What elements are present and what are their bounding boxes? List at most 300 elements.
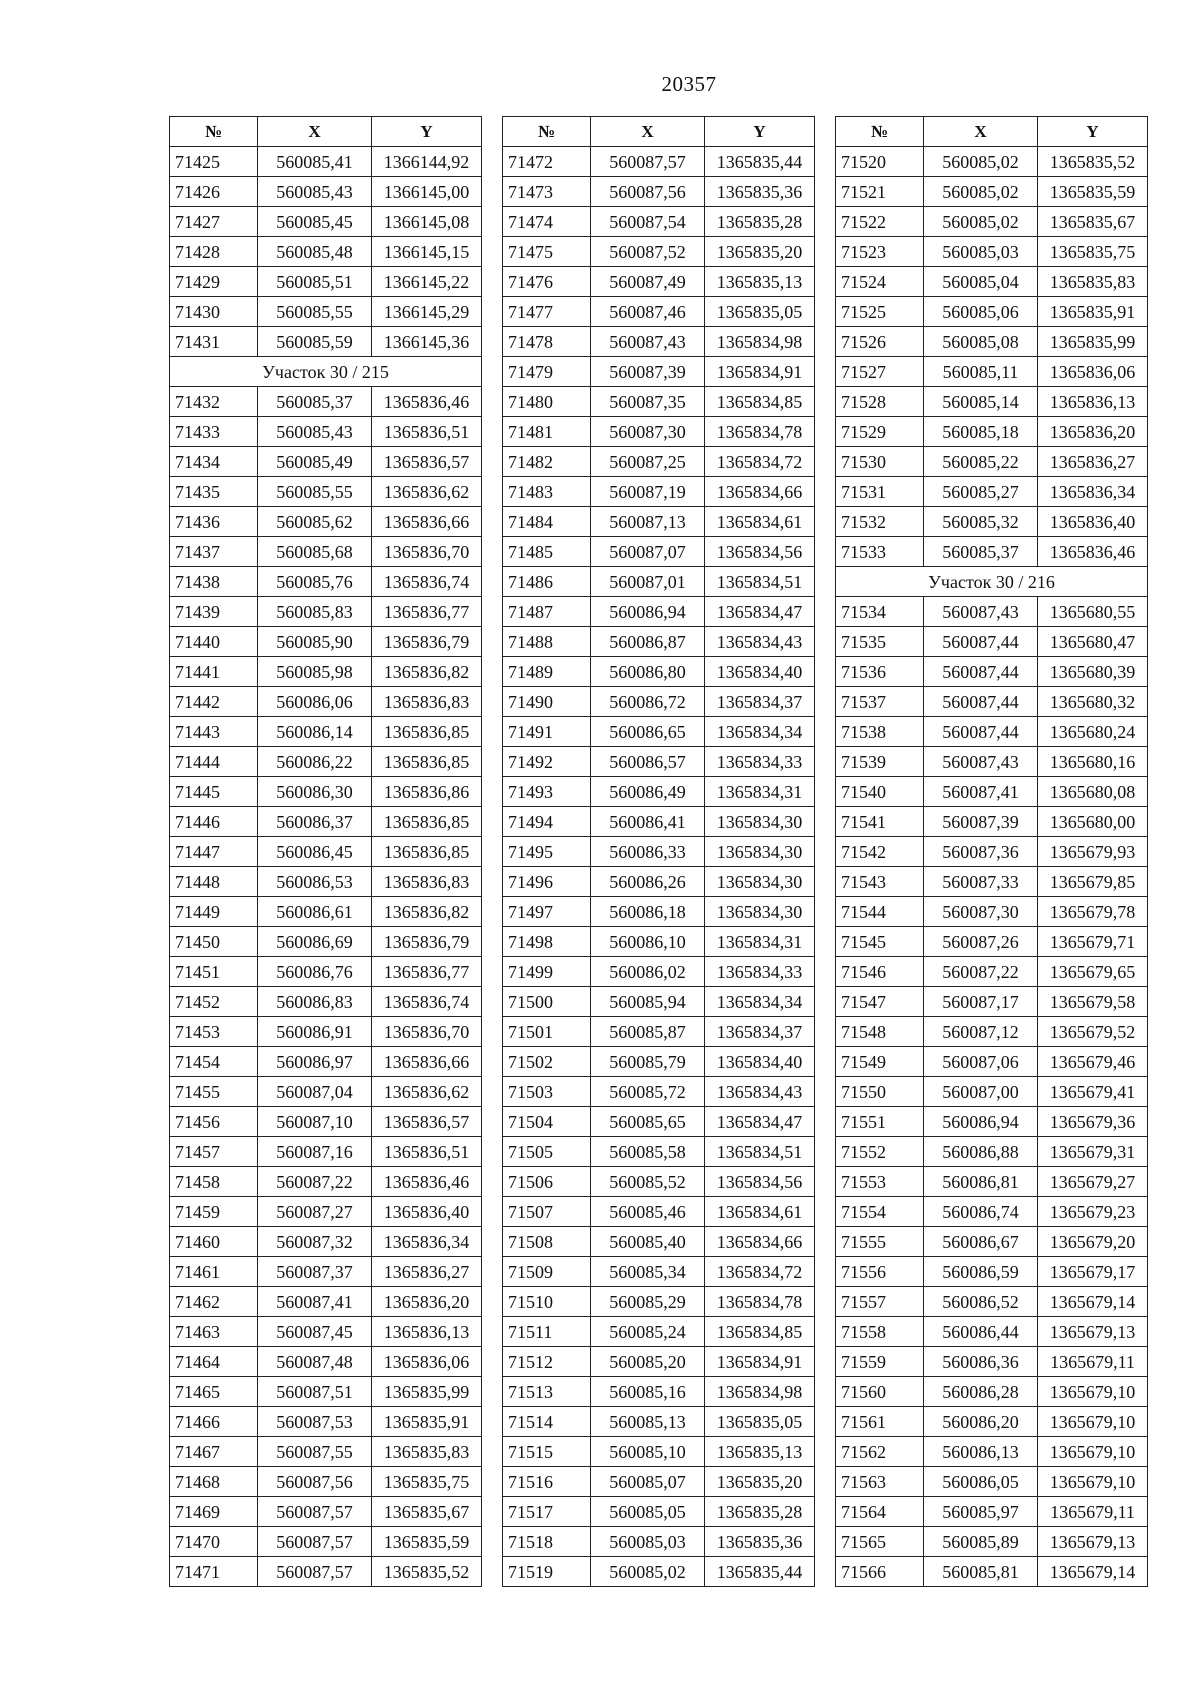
point-number-cell: 71503 xyxy=(503,1077,591,1107)
x-coordinate-cell: 560086,74 xyxy=(924,1197,1038,1227)
x-coordinate-cell: 560086,81 xyxy=(924,1167,1038,1197)
x-coordinate-cell: 560087,35 xyxy=(591,387,705,417)
y-coordinate-cell: 1366145,08 xyxy=(372,207,482,237)
point-number-cell: 71543 xyxy=(836,867,924,897)
x-coordinate-cell: 560085,40 xyxy=(591,1227,705,1257)
table-row xyxy=(503,207,815,237)
y-coordinate-cell: 1365836,85 xyxy=(372,717,482,747)
table-row xyxy=(503,807,815,837)
table-row xyxy=(836,1527,1148,1557)
x-coordinate-cell: 560087,54 xyxy=(591,207,705,237)
y-coordinate-cell: 1365680,32 xyxy=(1038,687,1148,717)
table-row xyxy=(170,327,482,357)
x-coordinate-cell: 560087,43 xyxy=(591,327,705,357)
table-row xyxy=(170,1467,482,1497)
table-row xyxy=(503,1047,815,1077)
y-coordinate-cell: 1365679,52 xyxy=(1038,1017,1148,1047)
point-number-cell: 71562 xyxy=(836,1437,924,1467)
point-number-cell: 71552 xyxy=(836,1137,924,1167)
x-coordinate-cell: 560085,37 xyxy=(924,537,1038,567)
y-coordinate-cell: 1366145,29 xyxy=(372,297,482,327)
x-coordinate-cell: 560087,46 xyxy=(591,297,705,327)
y-coordinate-cell: 1365835,52 xyxy=(372,1557,482,1587)
column-header-x: X xyxy=(591,117,705,147)
x-coordinate-cell: 560085,97 xyxy=(924,1497,1038,1527)
y-coordinate-cell: 1365836,51 xyxy=(372,417,482,447)
x-coordinate-cell: 560085,13 xyxy=(591,1407,705,1437)
y-coordinate-cell: 1365836,57 xyxy=(372,447,482,477)
point-number-cell: 71449 xyxy=(170,897,258,927)
x-coordinate-cell: 560087,22 xyxy=(924,957,1038,987)
table-row xyxy=(503,987,815,1017)
table-row xyxy=(170,1227,482,1257)
y-coordinate-cell: 1365834,56 xyxy=(705,1167,815,1197)
y-coordinate-cell: 1365835,05 xyxy=(705,1407,815,1437)
y-coordinate-cell: 1365835,20 xyxy=(705,237,815,267)
y-coordinate-cell: 1365835,67 xyxy=(372,1497,482,1527)
x-coordinate-cell: 560087,56 xyxy=(591,177,705,207)
x-coordinate-cell: 560085,41 xyxy=(258,147,372,177)
table-row xyxy=(836,987,1148,1017)
y-coordinate-cell: 1365835,52 xyxy=(1038,147,1148,177)
table-row xyxy=(836,777,1148,807)
table-row xyxy=(836,1347,1148,1377)
point-number-cell: 71496 xyxy=(503,867,591,897)
y-coordinate-cell: 1365836,13 xyxy=(372,1317,482,1347)
point-number-cell: 71444 xyxy=(170,747,258,777)
y-coordinate-cell: 1365836,27 xyxy=(372,1257,482,1287)
y-coordinate-cell: 1365834,43 xyxy=(705,627,815,657)
x-coordinate-cell: 560085,45 xyxy=(258,207,372,237)
table-row xyxy=(503,1137,815,1167)
y-coordinate-cell: 1365836,85 xyxy=(372,807,482,837)
point-number-cell: 71551 xyxy=(836,1107,924,1137)
point-number-cell: 71505 xyxy=(503,1137,591,1167)
table-row xyxy=(503,1017,815,1047)
table-row xyxy=(836,1497,1148,1527)
table-row xyxy=(503,357,815,387)
x-coordinate-cell: 560085,49 xyxy=(258,447,372,477)
y-coordinate-cell: 1365834,31 xyxy=(705,777,815,807)
point-number-cell: 71487 xyxy=(503,597,591,627)
x-coordinate-cell: 560085,32 xyxy=(924,507,1038,537)
table-row xyxy=(836,537,1148,567)
table-row xyxy=(170,1377,482,1407)
point-number-cell: 71478 xyxy=(503,327,591,357)
x-coordinate-cell: 560086,22 xyxy=(258,747,372,777)
y-coordinate-cell: 1365834,30 xyxy=(705,867,815,897)
x-coordinate-cell: 560086,06 xyxy=(258,687,372,717)
table-row xyxy=(836,1227,1148,1257)
table-row xyxy=(503,1557,815,1587)
x-coordinate-cell: 560086,83 xyxy=(258,987,372,1017)
y-coordinate-cell: 1365835,67 xyxy=(1038,207,1148,237)
y-coordinate-cell: 1365679,10 xyxy=(1038,1437,1148,1467)
y-coordinate-cell: 1365834,85 xyxy=(705,387,815,417)
point-number-cell: 71529 xyxy=(836,417,924,447)
table-row xyxy=(503,537,815,567)
table-row xyxy=(836,477,1148,507)
x-coordinate-cell: 560086,05 xyxy=(924,1467,1038,1497)
point-number-cell: 71532 xyxy=(836,507,924,537)
table-row xyxy=(836,1137,1148,1167)
coordinate-table-2 xyxy=(502,116,815,1587)
point-number-cell: 71429 xyxy=(170,267,258,297)
point-number-cell: 71488 xyxy=(503,627,591,657)
y-coordinate-cell: 1365835,36 xyxy=(705,1527,815,1557)
x-coordinate-cell: 560085,98 xyxy=(258,657,372,687)
table-row xyxy=(503,1107,815,1137)
point-number-cell: 71546 xyxy=(836,957,924,987)
x-coordinate-cell: 560086,80 xyxy=(591,657,705,687)
table-row xyxy=(836,747,1148,777)
y-coordinate-cell: 1365834,30 xyxy=(705,807,815,837)
x-coordinate-cell: 560086,14 xyxy=(258,717,372,747)
x-coordinate-cell: 560086,30 xyxy=(258,777,372,807)
point-number-cell: 71530 xyxy=(836,447,924,477)
table-row xyxy=(836,387,1148,417)
point-number-cell: 71451 xyxy=(170,957,258,987)
point-number-cell: 71511 xyxy=(503,1317,591,1347)
point-number-cell: 71484 xyxy=(503,507,591,537)
table-row xyxy=(836,597,1148,627)
x-coordinate-cell: 560085,48 xyxy=(258,237,372,267)
y-coordinate-cell: 1365836,46 xyxy=(1038,537,1148,567)
table-row xyxy=(836,237,1148,267)
y-coordinate-cell: 1365834,31 xyxy=(705,927,815,957)
table-row xyxy=(836,1557,1148,1587)
table-row xyxy=(170,807,482,837)
x-coordinate-cell: 560086,33 xyxy=(591,837,705,867)
x-coordinate-cell: 560086,36 xyxy=(924,1347,1038,1377)
x-coordinate-cell: 560085,94 xyxy=(591,987,705,1017)
point-number-cell: 71472 xyxy=(503,147,591,177)
point-number-cell: 71557 xyxy=(836,1287,924,1317)
y-coordinate-cell: 1365835,05 xyxy=(705,297,815,327)
point-number-cell: 71462 xyxy=(170,1287,258,1317)
y-coordinate-cell: 1365679,23 xyxy=(1038,1197,1148,1227)
y-coordinate-cell: 1365834,66 xyxy=(705,477,815,507)
y-coordinate-cell: 1365680,55 xyxy=(1038,597,1148,627)
table-row xyxy=(170,267,482,297)
table-row xyxy=(836,897,1148,927)
x-coordinate-cell: 560087,25 xyxy=(591,447,705,477)
point-number-cell: 71509 xyxy=(503,1257,591,1287)
y-coordinate-cell: 1365836,66 xyxy=(372,1047,482,1077)
table-row xyxy=(170,897,482,927)
y-coordinate-cell: 1365834,61 xyxy=(705,1197,815,1227)
x-coordinate-cell: 560086,88 xyxy=(924,1137,1038,1167)
table-row xyxy=(503,717,815,747)
point-number-cell: 71458 xyxy=(170,1167,258,1197)
y-coordinate-cell: 1365834,66 xyxy=(705,1227,815,1257)
x-coordinate-cell: 560085,27 xyxy=(924,477,1038,507)
table-row xyxy=(836,837,1148,867)
column-header-x: X xyxy=(258,117,372,147)
y-coordinate-cell: 1365836,27 xyxy=(1038,447,1148,477)
point-number-cell: 71518 xyxy=(503,1527,591,1557)
y-coordinate-cell: 1365679,41 xyxy=(1038,1077,1148,1107)
table-row xyxy=(836,1317,1148,1347)
y-coordinate-cell: 1365834,85 xyxy=(705,1317,815,1347)
y-coordinate-cell: 1365679,85 xyxy=(1038,867,1148,897)
column-header-y: Y xyxy=(372,117,482,147)
x-coordinate-cell: 560085,79 xyxy=(591,1047,705,1077)
y-coordinate-cell: 1365834,78 xyxy=(705,1287,815,1317)
y-coordinate-cell: 1365834,51 xyxy=(705,567,815,597)
y-coordinate-cell: 1366144,92 xyxy=(372,147,482,177)
point-number-cell: 71457 xyxy=(170,1137,258,1167)
table-row xyxy=(170,147,482,177)
x-coordinate-cell: 560087,22 xyxy=(258,1167,372,1197)
table-row xyxy=(503,447,815,477)
y-coordinate-cell: 1365836,57 xyxy=(372,1107,482,1137)
table-row xyxy=(170,747,482,777)
y-coordinate-cell: 1365679,14 xyxy=(1038,1557,1148,1587)
table-row xyxy=(503,297,815,327)
point-number-cell: 71459 xyxy=(170,1197,258,1227)
y-coordinate-cell: 1365679,10 xyxy=(1038,1407,1148,1437)
y-coordinate-cell: 1365836,77 xyxy=(372,597,482,627)
table-row xyxy=(170,1407,482,1437)
point-number-cell: 71446 xyxy=(170,807,258,837)
y-coordinate-cell: 1365836,77 xyxy=(372,957,482,987)
x-coordinate-cell: 560085,10 xyxy=(591,1437,705,1467)
point-number-cell: 71447 xyxy=(170,837,258,867)
table-row xyxy=(170,987,482,1017)
point-number-cell: 71477 xyxy=(503,297,591,327)
x-coordinate-cell: 560085,29 xyxy=(591,1287,705,1317)
point-number-cell: 71452 xyxy=(170,987,258,1017)
table-row xyxy=(170,1437,482,1467)
point-number-cell: 71513 xyxy=(503,1377,591,1407)
point-number-cell: 71520 xyxy=(836,147,924,177)
table-row xyxy=(503,1287,815,1317)
x-coordinate-cell: 560086,26 xyxy=(591,867,705,897)
x-coordinate-cell: 560087,51 xyxy=(258,1377,372,1407)
y-coordinate-cell: 1365679,10 xyxy=(1038,1377,1148,1407)
table-row xyxy=(170,477,482,507)
table-row xyxy=(836,1407,1148,1437)
y-coordinate-cell: 1365835,28 xyxy=(705,1497,815,1527)
x-coordinate-cell: 560085,07 xyxy=(591,1467,705,1497)
point-number-cell: 71524 xyxy=(836,267,924,297)
x-coordinate-cell: 560086,57 xyxy=(591,747,705,777)
y-coordinate-cell: 1365834,47 xyxy=(705,1107,815,1137)
y-coordinate-cell: 1365834,30 xyxy=(705,837,815,867)
x-coordinate-cell: 560086,18 xyxy=(591,897,705,927)
x-coordinate-cell: 560087,44 xyxy=(924,657,1038,687)
table-row xyxy=(836,927,1148,957)
table-row xyxy=(503,1527,815,1557)
table-row xyxy=(170,1257,482,1287)
y-coordinate-cell: 1365835,91 xyxy=(372,1407,482,1437)
table-row xyxy=(836,1467,1148,1497)
x-coordinate-cell: 560085,08 xyxy=(924,327,1038,357)
point-number-cell: 71553 xyxy=(836,1167,924,1197)
table-row xyxy=(836,1197,1148,1227)
x-coordinate-cell: 560086,41 xyxy=(591,807,705,837)
point-number-cell: 71473 xyxy=(503,177,591,207)
point-number-cell: 71442 xyxy=(170,687,258,717)
y-coordinate-cell: 1365834,78 xyxy=(705,417,815,447)
point-number-cell: 71531 xyxy=(836,477,924,507)
point-number-cell: 71526 xyxy=(836,327,924,357)
y-coordinate-cell: 1365836,51 xyxy=(372,1137,482,1167)
x-coordinate-cell: 560087,33 xyxy=(924,867,1038,897)
y-coordinate-cell: 1365835,75 xyxy=(1038,237,1148,267)
coordinate-table-3 xyxy=(835,116,1148,1587)
table-row xyxy=(170,1527,482,1557)
table-row xyxy=(170,1077,482,1107)
x-coordinate-cell: 560087,19 xyxy=(591,477,705,507)
column-header-number: № xyxy=(503,117,591,147)
page-number: 20357 xyxy=(661,72,717,96)
point-number-cell: 71454 xyxy=(170,1047,258,1077)
table-row xyxy=(836,717,1148,747)
x-coordinate-cell: 560085,55 xyxy=(258,477,372,507)
y-coordinate-cell: 1365834,43 xyxy=(705,1077,815,1107)
x-coordinate-cell: 560087,39 xyxy=(924,807,1038,837)
point-number-cell: 71439 xyxy=(170,597,258,627)
point-number-cell: 71527 xyxy=(836,357,924,387)
table-row xyxy=(503,1317,815,1347)
x-coordinate-cell: 560087,16 xyxy=(258,1137,372,1167)
y-coordinate-cell: 1365680,16 xyxy=(1038,747,1148,777)
point-number-cell: 71544 xyxy=(836,897,924,927)
y-coordinate-cell: 1365836,85 xyxy=(372,837,482,867)
x-coordinate-cell: 560087,13 xyxy=(591,507,705,537)
y-coordinate-cell: 1365836,74 xyxy=(372,567,482,597)
x-coordinate-cell: 560087,44 xyxy=(924,687,1038,717)
table-row xyxy=(503,1077,815,1107)
table-row xyxy=(503,417,815,447)
point-number-cell: 71504 xyxy=(503,1107,591,1137)
point-number-cell: 71486 xyxy=(503,567,591,597)
y-coordinate-cell: 1365836,79 xyxy=(372,627,482,657)
column-header-number: № xyxy=(170,117,258,147)
x-coordinate-cell: 560087,57 xyxy=(258,1557,372,1587)
point-number-cell: 71533 xyxy=(836,537,924,567)
x-coordinate-cell: 560086,10 xyxy=(591,927,705,957)
y-coordinate-cell: 1365835,13 xyxy=(705,267,815,297)
table-row xyxy=(836,297,1148,327)
x-coordinate-cell: 560087,55 xyxy=(258,1437,372,1467)
x-coordinate-cell: 560087,56 xyxy=(258,1467,372,1497)
x-coordinate-cell: 560085,06 xyxy=(924,297,1038,327)
table-row xyxy=(170,297,482,327)
x-coordinate-cell: 560085,46 xyxy=(591,1197,705,1227)
point-number-cell: 71535 xyxy=(836,627,924,657)
point-number-cell: 71433 xyxy=(170,417,258,447)
x-coordinate-cell: 560087,07 xyxy=(591,537,705,567)
y-coordinate-cell: 1365679,13 xyxy=(1038,1527,1148,1557)
y-coordinate-cell: 1366145,00 xyxy=(372,177,482,207)
table-row xyxy=(170,1137,482,1167)
point-number-cell: 71434 xyxy=(170,447,258,477)
point-number-cell: 71476 xyxy=(503,267,591,297)
x-coordinate-cell: 560085,02 xyxy=(591,1557,705,1587)
point-number-cell: 71510 xyxy=(503,1287,591,1317)
point-number-cell: 71480 xyxy=(503,387,591,417)
x-coordinate-cell: 560087,32 xyxy=(258,1227,372,1257)
point-number-cell: 71561 xyxy=(836,1407,924,1437)
table-row xyxy=(170,447,482,477)
point-number-cell: 71564 xyxy=(836,1497,924,1527)
x-coordinate-cell: 560085,65 xyxy=(591,1107,705,1137)
point-number-cell: 71438 xyxy=(170,567,258,597)
x-coordinate-cell: 560086,49 xyxy=(591,777,705,807)
x-coordinate-cell: 560086,59 xyxy=(924,1257,1038,1287)
table-row xyxy=(503,267,815,297)
point-number-cell: 71431 xyxy=(170,327,258,357)
table-row xyxy=(503,1497,815,1527)
y-coordinate-cell: 1366145,22 xyxy=(372,267,482,297)
table-row xyxy=(836,1287,1148,1317)
x-coordinate-cell: 560086,91 xyxy=(258,1017,372,1047)
y-coordinate-cell: 1365835,44 xyxy=(705,1557,815,1587)
y-coordinate-cell: 1365679,58 xyxy=(1038,987,1148,1017)
table-row xyxy=(836,447,1148,477)
point-number-cell: 71468 xyxy=(170,1467,258,1497)
point-number-cell: 71512 xyxy=(503,1347,591,1377)
table-row xyxy=(170,927,482,957)
point-number-cell: 71517 xyxy=(503,1497,591,1527)
column-header-x: X xyxy=(924,117,1038,147)
x-coordinate-cell: 560085,37 xyxy=(258,387,372,417)
point-number-cell: 71430 xyxy=(170,297,258,327)
point-number-cell: 71499 xyxy=(503,957,591,987)
table-row xyxy=(503,867,815,897)
y-coordinate-cell: 1365834,47 xyxy=(705,597,815,627)
y-coordinate-cell: 1365836,40 xyxy=(372,1197,482,1227)
y-coordinate-cell: 1365836,06 xyxy=(1038,357,1148,387)
point-number-cell: 71508 xyxy=(503,1227,591,1257)
y-coordinate-cell: 1365836,66 xyxy=(372,507,482,537)
y-coordinate-cell: 1365679,65 xyxy=(1038,957,1148,987)
y-coordinate-cell: 1365836,20 xyxy=(372,1287,482,1317)
x-coordinate-cell: 560087,48 xyxy=(258,1347,372,1377)
table-row xyxy=(836,207,1148,237)
table-row xyxy=(170,417,482,447)
point-number-cell: 71441 xyxy=(170,657,258,687)
point-number-cell: 71445 xyxy=(170,777,258,807)
point-number-cell: 71448 xyxy=(170,867,258,897)
x-coordinate-cell: 560085,59 xyxy=(258,327,372,357)
y-coordinate-cell: 1365679,11 xyxy=(1038,1347,1148,1377)
y-coordinate-cell: 1365679,13 xyxy=(1038,1317,1148,1347)
x-coordinate-cell: 560086,45 xyxy=(258,837,372,867)
point-number-cell: 71514 xyxy=(503,1407,591,1437)
x-coordinate-cell: 560087,36 xyxy=(924,837,1038,867)
x-coordinate-cell: 560087,39 xyxy=(591,357,705,387)
x-coordinate-cell: 560086,02 xyxy=(591,957,705,987)
table-row xyxy=(503,597,815,627)
y-coordinate-cell: 1365836,20 xyxy=(1038,417,1148,447)
x-coordinate-cell: 560085,83 xyxy=(258,597,372,627)
table-row xyxy=(836,1107,1148,1137)
table-row xyxy=(836,1437,1148,1467)
point-number-cell: 71475 xyxy=(503,237,591,267)
point-number-cell: 71555 xyxy=(836,1227,924,1257)
table-row xyxy=(503,927,815,957)
point-number-cell: 71537 xyxy=(836,687,924,717)
point-number-cell: 71534 xyxy=(836,597,924,627)
y-coordinate-cell: 1365680,00 xyxy=(1038,807,1148,837)
x-coordinate-cell: 560087,30 xyxy=(924,897,1038,927)
y-coordinate-cell: 1365836,74 xyxy=(372,987,482,1017)
point-number-cell: 71540 xyxy=(836,777,924,807)
